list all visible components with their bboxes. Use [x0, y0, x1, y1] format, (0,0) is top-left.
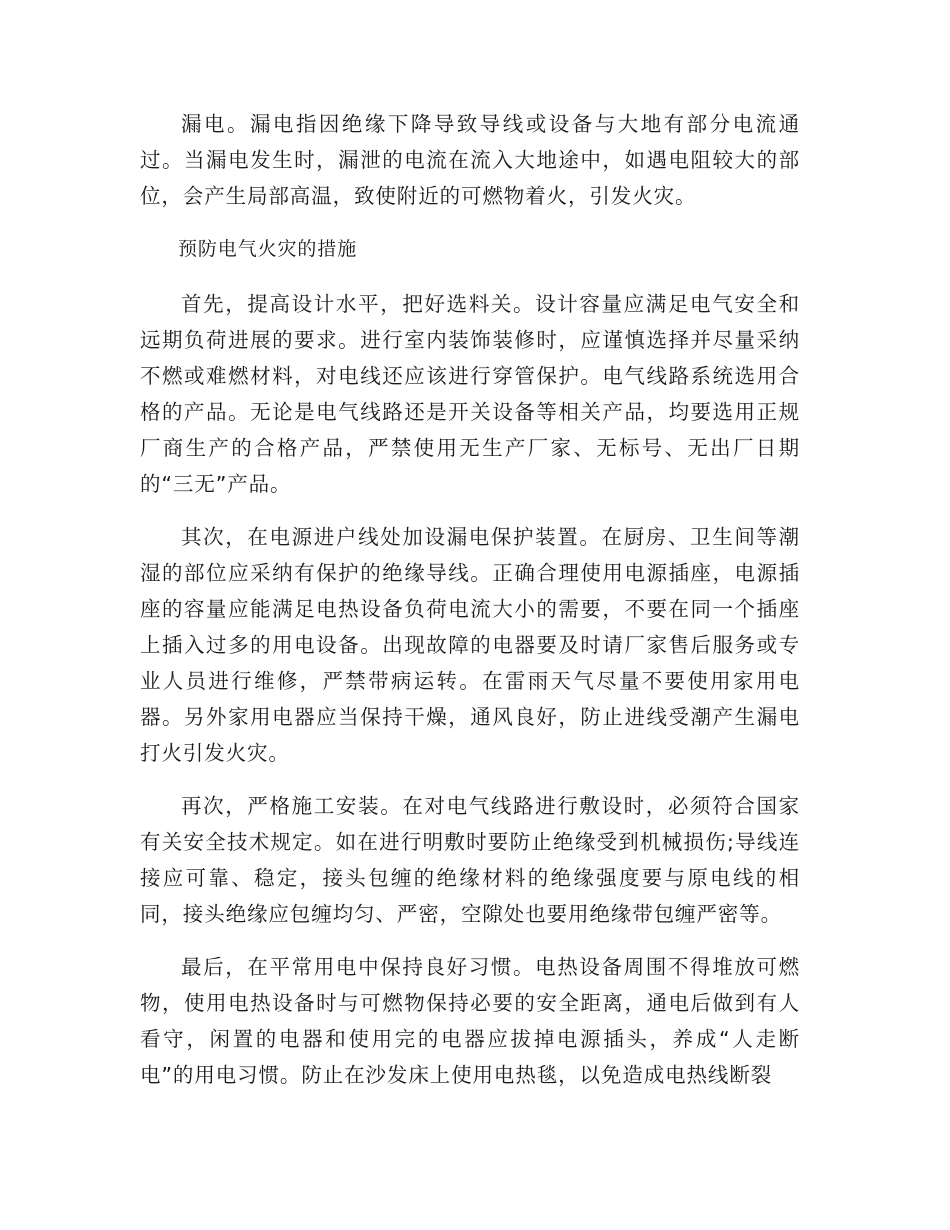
paragraph-leakage: 漏电。漏电指因绝缘下降导致导线或设备与大地有部分电流通过。当漏电发生时，漏泄的电流在流入大地途中，如遇电阻较大的部位，会产生局部高温，致使附近的可燃物着火，引发火灾。 [140, 112, 800, 208]
paragraph-first: 首先，提高设计水平，把好选料关。设计容量应满足电气安全和远期负荷进展的要求。进行室内装饰装修时，应谨慎选择并尽量采纳不燃或难燃材料，对电线还应该进行穿管保护。电气线路系统选用合格的产品。无论是电气线路还是开关设备等相关产品，均要选用正规厂商生产的合格产品，严禁使用无生产厂家、无标号、无出厂日期的“三无”产品。 [140, 292, 800, 496]
document-page [140, 106, 800, 1110]
paragraph-last: 最后，在平常用电中保持良好习惯。电热设备周围不得堆放可燃物，使用电热设备时与可燃物保持必要的安全距离，通电后做到有人看守，闲置的电器和使用完的电器应拔掉电源插头，养成“人走断电”的用电习惯。防止在沙发床上使用电热毯，以免造成电热线断裂 [140, 955, 800, 1087]
paragraph-second: 其次，在电源进户线处加设漏电保护装置。在厨房、卫生间等潮湿的部位应采纳有保护的绝缘导线。正确合理使用电源插座，电源插座的容量应能满足电热设备负荷电流大小的需要，不要在同一个插座上插入过多的用电设备。出现故障的电器要及时请厂家售后服务或专业人员进行维修，严禁带病运转。在雷雨天气尽量不要使用家用电器。另外家用电器应当保持干燥，通风良好，防止进线受潮产生漏电打火引发火灾。 [140, 525, 800, 765]
section-heading-prevention: 预防电气火灾的措施 [178, 238, 358, 260]
paragraph-third: 再次，严格施工安装。在对电气线路进行敷设时，必须符合国家有关安全技术规定。如在进行明敷时要防止绝缘受到机械损伤;导线连接应可靠、稳定，接头包缠的绝缘材料的绝缘强度要与原电线的相同，接头绝缘应包缠均匀、严密，空隙处也要用绝缘带包缠严密等。 [140, 794, 800, 926]
